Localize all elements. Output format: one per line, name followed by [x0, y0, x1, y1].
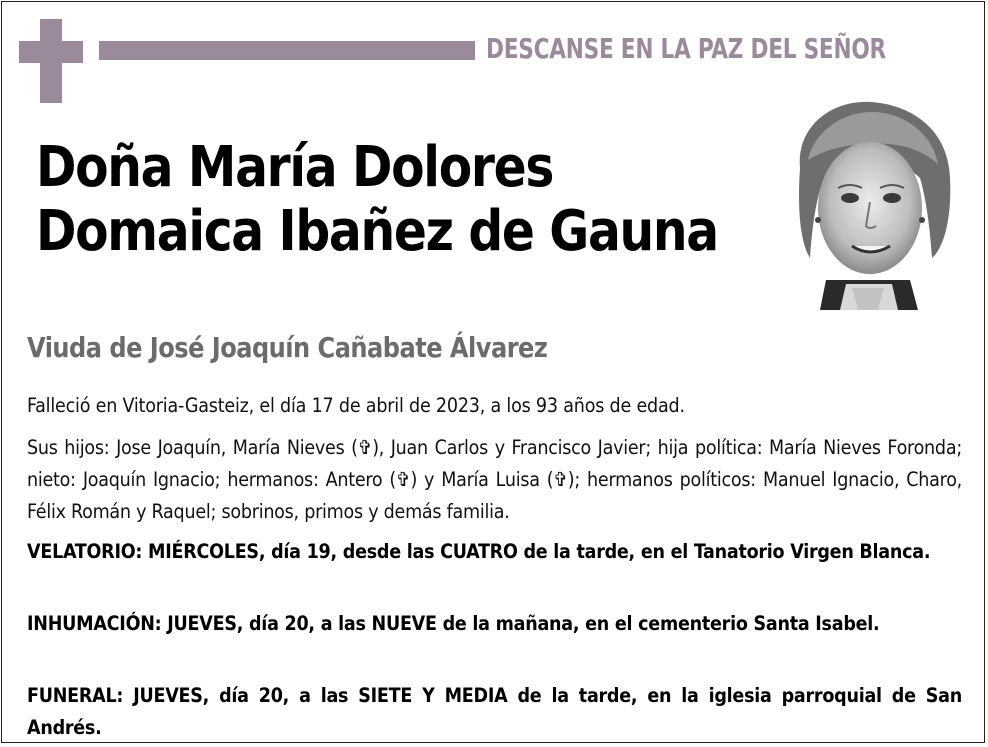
deceased-name	[36, 136, 718, 264]
burial-paragraph: INHUMACIÓN: JUEVES, día 20, a las NUEVE de la mañana, en el cementerio Santa Isabel.	[27, 612, 880, 635]
portrait-photo	[780, 98, 956, 310]
deceased-name-line-1: Doña María Dolores	[36, 135, 554, 200]
wake-paragraph: VELATORIO: MIÉRCOLES, día 19, desde las CUATRO de la tarde, en el Tanatorio Virgen Blanca.	[27, 540, 931, 563]
header-rule	[99, 41, 475, 60]
cross-icon	[19, 19, 83, 103]
family-paragraph: Sus hijos: Jose Joaquín, María Nieves (✞), Juan Carlos y Francisco Javier; hija política: María Nieves Foronda; nieto: Joaquín Ignacio; hermanos: Antero (✞) y María Luisa (✞); hermanos políticos: Manuel Ignacio, Charo, Félix Román y Raquel; sobrinos, primos y demás familia.	[27, 436, 962, 523]
header-title: DESCANSE EN LA PAZ DEL SEÑOR	[486, 32, 886, 65]
deceased-name-line-2: Domaica Ibañez de Gauna	[36, 199, 718, 264]
widow-of-line: Viuda de José Joaquín Cañabate Álvarez	[27, 331, 548, 364]
obituary-notice	[1, 1, 985, 743]
death-notice-paragraph: Falleció en Vitoria-Gasteiz, el día 17 de abril de 2023, a los 93 años de edad.	[27, 394, 685, 417]
funeral-paragraph: FUNERAL: JUEVES, día 20, a las SIETE Y MEDIA de la tarde, en la iglesia parroquial de San Andrés.	[27, 684, 962, 739]
